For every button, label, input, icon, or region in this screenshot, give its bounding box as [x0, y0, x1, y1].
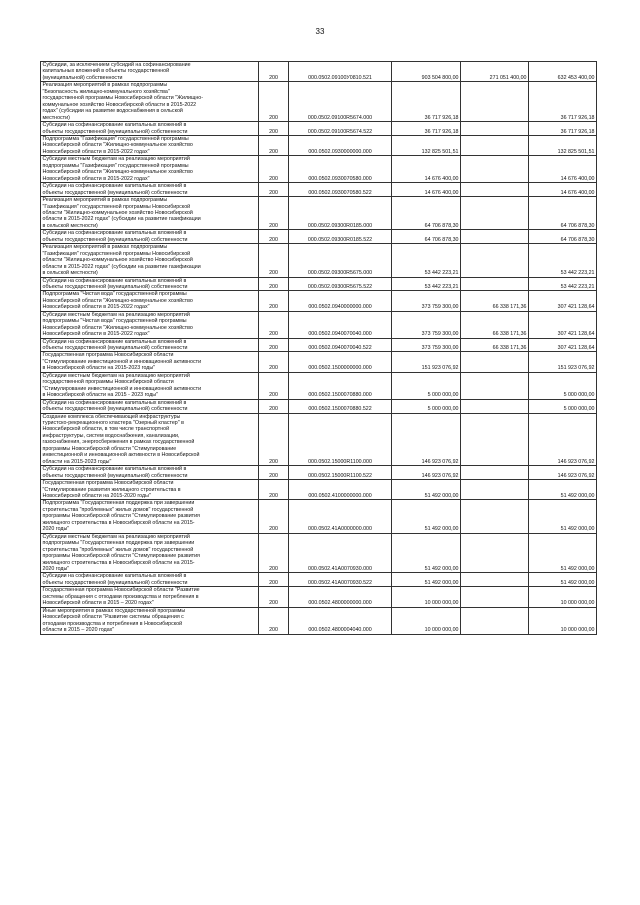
- item-name-cell: Создание комплекса обеспечивающей инфраструктуры туристско-рекреационного кластера "Озерный кластер" в Новосибирской области, в том числе транспортной инфраструктуры, систем водоснабжения, канализации, газоснабжения, энергосбережения в рамках государственной программы Новосибирской области "Стимулирование инвестиционной и инновационной активности в Новосибирской области на 2015-2023 годы": [41, 413, 259, 466]
- total-amount-cell: 14 676 400,00: [392, 183, 461, 197]
- budget-code-cell: 000.0502.1500000000.000: [289, 352, 392, 372]
- admin-code-cell: 200: [259, 135, 289, 155]
- admin-code-cell: 200: [259, 372, 289, 399]
- table-row: [41, 607, 597, 634]
- budget-code-cell: 000.0502.41А0070930.000: [289, 533, 392, 573]
- federal-amount-cell: [461, 500, 529, 533]
- budget-code-cell: 000.0502.09100У0810.521: [289, 62, 392, 82]
- admin-code-cell: 200: [259, 197, 289, 230]
- table-row: [41, 122, 597, 136]
- budget-code-cell: 000.0502.1500070880.000: [289, 372, 392, 399]
- total-amount-cell: 51 492 000,00: [392, 500, 461, 533]
- regional-amount-cell: 146 923 076,92: [529, 413, 597, 466]
- federal-amount-cell: [461, 156, 529, 183]
- total-amount-cell: 64 706 878,30: [392, 197, 461, 230]
- total-amount-cell: 64 706 878,30: [392, 230, 461, 244]
- regional-amount-cell: 632 453 400,00: [529, 62, 597, 82]
- table-row: [41, 244, 597, 277]
- item-name-cell: Реализация мероприятий в рамках подпрограммы "Газификация" государственной программы Новосибирской области "Жилищно-коммунальное хозяйство Новосибирской области в 2015-2022 годах" (субсидии на развитие газификации в сельской местности): [41, 197, 259, 230]
- table-row: [41, 197, 597, 230]
- regional-amount-cell: 10 000 000,00: [529, 587, 597, 607]
- admin-code-cell: 200: [259, 156, 289, 183]
- table-row: [41, 338, 597, 352]
- federal-amount-cell: [461, 413, 529, 466]
- item-name-cell: Субсидии местным бюджетам на реализацию мероприятий подпрограммы "Газификация" государственной программы Новосибирской области "Жилищно-коммунальное хозяйство Новосибирской области в 2015-2022 годах": [41, 156, 259, 183]
- item-name-cell: Субсидии на софинансирование капитальных вложений в объекты государственной (муниципальной) собственности: [41, 230, 259, 244]
- regional-amount-cell: 53 442 223,21: [529, 244, 597, 277]
- item-name-cell: Субсидии на софинансирование капитальных вложений в объекты государственной (муниципальной) собственности: [41, 277, 259, 291]
- federal-amount-cell: [461, 183, 529, 197]
- total-amount-cell: 51 492 000,00: [392, 480, 461, 500]
- budget-code-cell: 000.0502.1500070880.522: [289, 399, 392, 413]
- item-name-cell: Государственная программа Новосибирской области "Стимулирование развития жилищного строительства в Новосибирской области на 2015-2020 годы": [41, 480, 259, 500]
- federal-amount-cell: 66 338 171,36: [461, 291, 529, 311]
- admin-code-cell: 200: [259, 230, 289, 244]
- total-amount-cell: 151 923 076,92: [392, 352, 461, 372]
- federal-amount-cell: [461, 197, 529, 230]
- admin-code-cell: 200: [259, 587, 289, 607]
- regional-amount-cell: 5 000 000,00: [529, 372, 597, 399]
- budget-code-cell: 000.0502.09100R5674.522: [289, 122, 392, 136]
- federal-amount-cell: [461, 230, 529, 244]
- budget-code-cell: 000.0502.4800000000.000: [289, 587, 392, 607]
- table-row: [41, 82, 597, 122]
- item-name-cell: Государственная программа Новосибирской области "Развитие системы обращения с отходами производства и потребления в Новосибирской области в 2015 – 2020 годах": [41, 587, 259, 607]
- item-name-cell: Реализация мероприятий в рамках подпрограммы "Газификация" государственной программы Новосибирской области "Жилищно-коммунальное хозяйство Новосибирской области в 2015-2022 годах" (субсидии на развитие газификации в сельской местности): [41, 244, 259, 277]
- total-amount-cell: 146 923 076,92: [392, 413, 461, 466]
- regional-amount-cell: 307 421 128,64: [529, 338, 597, 352]
- regional-amount-cell: 51 492 000,00: [529, 573, 597, 587]
- table-body: [41, 62, 597, 635]
- total-amount-cell: 53 442 223,21: [392, 244, 461, 277]
- table-row: [41, 399, 597, 413]
- budget-code-cell: 000.0502.4800004040.000: [289, 607, 392, 634]
- federal-amount-cell: [461, 244, 529, 277]
- table-row: [41, 573, 597, 587]
- item-name-cell: Субсидии на софинансирование капитальных вложений в объекты государственной (муниципальной) собственности: [41, 573, 259, 587]
- federal-amount-cell: [461, 277, 529, 291]
- item-name-cell: Подпрограмма "Государственная поддержка при завершении строительства "проблемных" жилых домов" государственной программы Новосибирской области "Стимулирование развития жилищного строительства в Новосибирской области на 2015- 2020 годы": [41, 500, 259, 533]
- total-amount-cell: 373 759 300,00: [392, 291, 461, 311]
- budget-code-cell: 000.0502.09300R0185.000: [289, 197, 392, 230]
- federal-amount-cell: 66 338 171,36: [461, 311, 529, 338]
- regional-amount-cell: 53 442 223,21: [529, 277, 597, 291]
- total-amount-cell: 14 676 400,00: [392, 156, 461, 183]
- regional-amount-cell: 64 706 878,30: [529, 230, 597, 244]
- budget-code-cell: 000.0502.0930000000.000: [289, 135, 392, 155]
- total-amount-cell: 373 759 300,00: [392, 338, 461, 352]
- total-amount-cell: 373 759 300,00: [392, 311, 461, 338]
- table-row: [41, 277, 597, 291]
- item-name-cell: Субсидии на софинансирование капитальных вложений в объекты государственной (муниципальной) собственности: [41, 466, 259, 480]
- item-name-cell: Субсидии на софинансирование капитальных вложений в объекты государственной (муниципальной) собственности: [41, 183, 259, 197]
- budget-code-cell: 000.0502.15000R1100.000: [289, 413, 392, 466]
- regional-amount-cell: 307 421 128,64: [529, 291, 597, 311]
- regional-amount-cell: 10 000 000,00: [529, 607, 597, 634]
- table-row: [41, 291, 597, 311]
- regional-amount-cell: 14 676 400,00: [529, 183, 597, 197]
- table-row: [41, 413, 597, 466]
- item-name-cell: Субсидии местным бюджетам на реализацию мероприятий подпрограммы "Чистая вода" государственной программы Новосибирской области "Жилищно-коммунальное хозяйство Новосибирской области в 2015-2022 годах": [41, 311, 259, 338]
- budget-code-cell: 000.0502.09100R5674.000: [289, 82, 392, 122]
- item-name-cell: Реализация мероприятий в рамках подпрограммы "Безопасность жилищно-коммунального хозяйства" государственной программы Новосибирской области "Жилищно- коммунальное хозяйство Новосибирской области в 2015-2022 годах" (субсидии на развитие водоснабжения в сельской местности): [41, 82, 259, 122]
- table-row: [41, 533, 597, 573]
- total-amount-cell: 36 717 926,18: [392, 82, 461, 122]
- item-name-cell: Подпрограмма "Чистая вода" государственной программы Новосибирской области "Жилищно-коммунальное хозяйство Новосибирской области в 2015-2022 годах": [41, 291, 259, 311]
- admin-code-cell: 200: [259, 244, 289, 277]
- federal-amount-cell: [461, 399, 529, 413]
- admin-code-cell: 200: [259, 399, 289, 413]
- regional-amount-cell: 36 717 926,18: [529, 122, 597, 136]
- admin-code-cell: 200: [259, 500, 289, 533]
- admin-code-cell: 200: [259, 62, 289, 82]
- regional-amount-cell: 64 706 878,30: [529, 197, 597, 230]
- table-row: [41, 372, 597, 399]
- admin-code-cell: 200: [259, 277, 289, 291]
- table-row: [41, 466, 597, 480]
- federal-amount-cell: [461, 533, 529, 573]
- total-amount-cell: 53 442 223,21: [392, 277, 461, 291]
- item-name-cell: Субсидии на софинансирование капитальных вложений в объекты государственной (муниципальной) собственности: [41, 122, 259, 136]
- item-name-cell: Субсидии местным бюджетам на реализацию мероприятий подпрограммы "Государственная поддержка при завершении строительства "проблемных" жилых домов" государственной программы Новосибирской области "Стимулирование развития жилищного строительства в Новосибирской области на 2015- 2020 годы": [41, 533, 259, 573]
- total-amount-cell: 5 000 000,00: [392, 399, 461, 413]
- table-row: [41, 500, 597, 533]
- admin-code-cell: 200: [259, 480, 289, 500]
- table-row: [41, 183, 597, 197]
- regional-amount-cell: 146 923 076,92: [529, 466, 597, 480]
- page-number: 33: [315, 27, 325, 36]
- budget-code-cell: 000.0502.4100000000.000: [289, 480, 392, 500]
- regional-amount-cell: 5 000 000,00: [529, 399, 597, 413]
- budget-code-cell: 000.0502.15000R1100.522: [289, 466, 392, 480]
- table-row: [41, 230, 597, 244]
- budget-table: [40, 61, 597, 635]
- federal-amount-cell: [461, 480, 529, 500]
- total-amount-cell: 132 825 501,51: [392, 135, 461, 155]
- total-amount-cell: 10 000 000,00: [392, 587, 461, 607]
- item-name-cell: Государственная программа Новосибирской области "Стимулирование инвестиционной и инновационной активности в Новосибирской области на 2015-2023 годы": [41, 352, 259, 372]
- item-name-cell: Подпрограмма "Газификация" государственной программы Новосибирской области "Жилищно-коммунальное хозяйство Новосибирской области в 2015-2022 годах": [41, 135, 259, 155]
- total-amount-cell: 903 504 800,00: [392, 62, 461, 82]
- regional-amount-cell: 151 923 076,92: [529, 352, 597, 372]
- budget-code-cell: 000.0502.0940070040.000: [289, 311, 392, 338]
- admin-code-cell: 200: [259, 413, 289, 466]
- budget-code-cell: 000.0502.41А0070930.522: [289, 573, 392, 587]
- budget-code-cell: 000.0502.0930070580.000: [289, 156, 392, 183]
- admin-code-cell: 200: [259, 291, 289, 311]
- table-row: [41, 352, 597, 372]
- federal-amount-cell: 66 338 171,36: [461, 338, 529, 352]
- table-row: [41, 311, 597, 338]
- regional-amount-cell: 307 421 128,64: [529, 311, 597, 338]
- admin-code-cell: 200: [259, 533, 289, 573]
- total-amount-cell: 5 000 000,00: [392, 372, 461, 399]
- admin-code-cell: 200: [259, 466, 289, 480]
- federal-amount-cell: [461, 372, 529, 399]
- table-row: [41, 62, 597, 82]
- regional-amount-cell: 14 676 400,00: [529, 156, 597, 183]
- regional-amount-cell: 132 825 501,51: [529, 135, 597, 155]
- federal-amount-cell: [461, 466, 529, 480]
- total-amount-cell: 146 923 076,92: [392, 466, 461, 480]
- admin-code-cell: 200: [259, 607, 289, 634]
- federal-amount-cell: [461, 82, 529, 122]
- table-row: [41, 480, 597, 500]
- total-amount-cell: 10 000 000,00: [392, 607, 461, 634]
- table-row: [41, 135, 597, 155]
- table-row: [41, 587, 597, 607]
- federal-amount-cell: [461, 587, 529, 607]
- total-amount-cell: 36 717 926,18: [392, 122, 461, 136]
- federal-amount-cell: [461, 573, 529, 587]
- budget-code-cell: 000.0502.0940000000.000: [289, 291, 392, 311]
- admin-code-cell: 200: [259, 311, 289, 338]
- item-name-cell: Субсидии местным бюджетам на реализацию мероприятий государственной программы Новосибирской области "Стимулирование инвестиционной и инновационной активности в Новосибирской области на 2015 - 2023 годы": [41, 372, 259, 399]
- federal-amount-cell: [461, 122, 529, 136]
- admin-code-cell: 200: [259, 122, 289, 136]
- total-amount-cell: 51 492 000,00: [392, 533, 461, 573]
- budget-code-cell: 000.0502.0940070040.522: [289, 338, 392, 352]
- regional-amount-cell: 51 492 000,00: [529, 533, 597, 573]
- admin-code-cell: 200: [259, 573, 289, 587]
- budget-code-cell: 000.0502.09300R0185.522: [289, 230, 392, 244]
- federal-amount-cell: [461, 135, 529, 155]
- federal-amount-cell: 271 051 400,00: [461, 62, 529, 82]
- federal-amount-cell: [461, 607, 529, 634]
- budget-code-cell: 000.0502.09300R5675.522: [289, 277, 392, 291]
- budget-code-cell: 000.0502.09300R5675.000: [289, 244, 392, 277]
- regional-amount-cell: 36 717 926,18: [529, 82, 597, 122]
- item-name-cell: Субсидии на софинансирование капитальных вложений в объекты государственной (муниципальной) собственности: [41, 338, 259, 352]
- federal-amount-cell: [461, 352, 529, 372]
- total-amount-cell: 51 492 000,00: [392, 573, 461, 587]
- table-row: [41, 156, 597, 183]
- regional-amount-cell: 51 492 000,00: [529, 500, 597, 533]
- admin-code-cell: 200: [259, 338, 289, 352]
- item-name-cell: Иные мероприятия в рамках государственной программы Новосибирской области "Развитие системы обращения с отходами производства и потребления в Новосибирской области в 2015 – 2020 годах": [41, 607, 259, 634]
- budget-code-cell: 000.0502.41А0000000.000: [289, 500, 392, 533]
- item-name-cell: Субсидии, за исключением субсидий на софинансирование капитальных вложений в объекты государственной (муниципальной) собственности: [41, 62, 259, 82]
- regional-amount-cell: 51 492 000,00: [529, 480, 597, 500]
- admin-code-cell: 200: [259, 183, 289, 197]
- budget-code-cell: 000.0502.0930070580.522: [289, 183, 392, 197]
- admin-code-cell: 200: [259, 82, 289, 122]
- item-name-cell: Субсидии на софинансирование капитальных вложений в объекты государственной (муниципальной) собственности: [41, 399, 259, 413]
- admin-code-cell: 200: [259, 352, 289, 372]
